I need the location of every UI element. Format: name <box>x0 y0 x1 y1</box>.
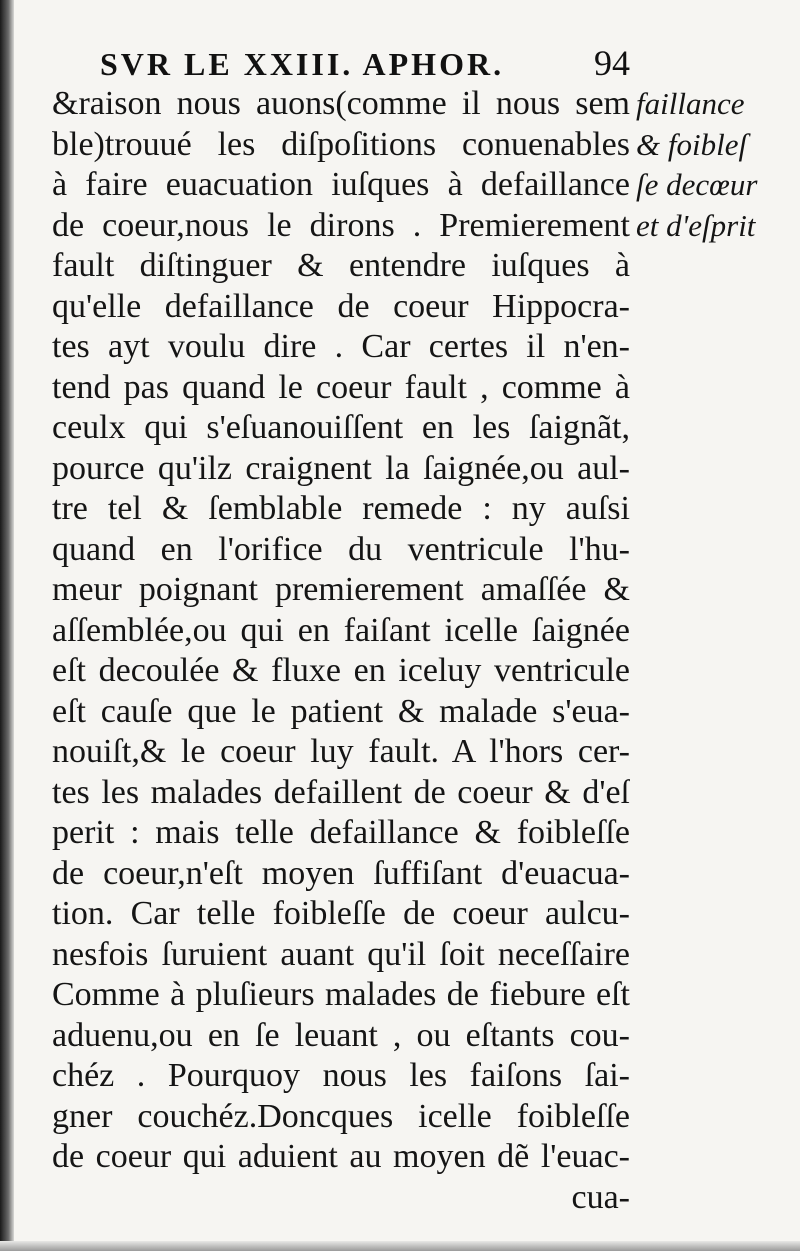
text-line: tes les malades defaillent de coeur & d'eſ <box>52 773 630 811</box>
text-line: tion. Car telle foibleſſe de coeur aulcu- <box>52 895 630 932</box>
text-line: ble)trouué les diſpoſitions conuenables <box>52 125 630 163</box>
text-line: pource qu'ilz craignent la ſaignée,ou aul- <box>52 449 630 487</box>
text-line: tre tel & ſemblable remede : ny auſsi <box>52 490 630 527</box>
text-line: eſt cauſe que le patient & malade s'eua- <box>52 692 630 730</box>
catchword: cua- <box>571 1178 630 1216</box>
margin-line: ſe decœur <box>636 167 758 202</box>
text-line: eſt decoulée & fluxe en iceluy ventricule <box>52 652 630 689</box>
text-line: chéz . Pourquoy nous les faiſons ſai- <box>52 1057 630 1094</box>
text-line: de coeur,n'eſt moyen ſuffiſant d'euacua- <box>52 854 630 892</box>
text-line: qu'elle defaillance de coeur Hippocra- <box>52 287 630 325</box>
text-line: &raison nous auons(comme il nous sem <box>52 85 630 122</box>
text-line: de coeur,nous le dirons . Premierement <box>52 206 630 244</box>
text-line: nouiſt,& le coeur luy fault. A l'hors cer- <box>52 733 630 770</box>
main-text-block <box>52 84 630 1218</box>
binding-shadow <box>0 0 14 1251</box>
running-title: SVR LE XXIII. APHOR. <box>100 46 505 82</box>
text-line: fault diſtinguer & entendre iuſques à <box>52 247 630 284</box>
text-line: nesfois ſuruient auant qu'il ſoit neceſſaire <box>52 935 630 973</box>
margin-line: faillance <box>636 86 745 121</box>
text-line: Comme à pluſieurs malades de fiebure eſt <box>52 976 630 1013</box>
text-line: meur poignant premierement amaſſée & <box>52 571 630 608</box>
page-bottom-edge <box>0 1241 800 1251</box>
text-line: aduenu,ou en ſe leuant , ou eſtants cou- <box>52 1016 630 1054</box>
text-line: tend pas quand le coeur fault , comme à <box>52 368 630 406</box>
text-line: à faire euacuation iuſques à defaillance <box>52 166 630 203</box>
text-line: ceulx qui s'eſuanouiſſent en les ſaignãt, <box>52 409 630 446</box>
text-line: aſſemblée,ou qui en faiſant icelle ſaignée <box>52 611 630 649</box>
text-line: tes ayt voulu dire . Car certes il n'en- <box>52 328 630 365</box>
margin-line: & foibleſ <box>636 126 748 162</box>
page-number: 94 <box>594 43 630 83</box>
text-line: gner couchéz.Doncques icelle foibleſſe <box>52 1097 630 1135</box>
margin-line: et d'eſprit <box>636 207 756 243</box>
text-line: de coeur qui aduient au moyen dẽ l'euac- <box>52 1138 630 1175</box>
page-header <box>100 43 630 86</box>
text-line: perit : mais telle defaillance & foibleſſe <box>52 814 630 851</box>
text-line: quand en l'orifice du ventricule l'hu- <box>52 530 630 568</box>
marginal-note <box>636 84 798 246</box>
